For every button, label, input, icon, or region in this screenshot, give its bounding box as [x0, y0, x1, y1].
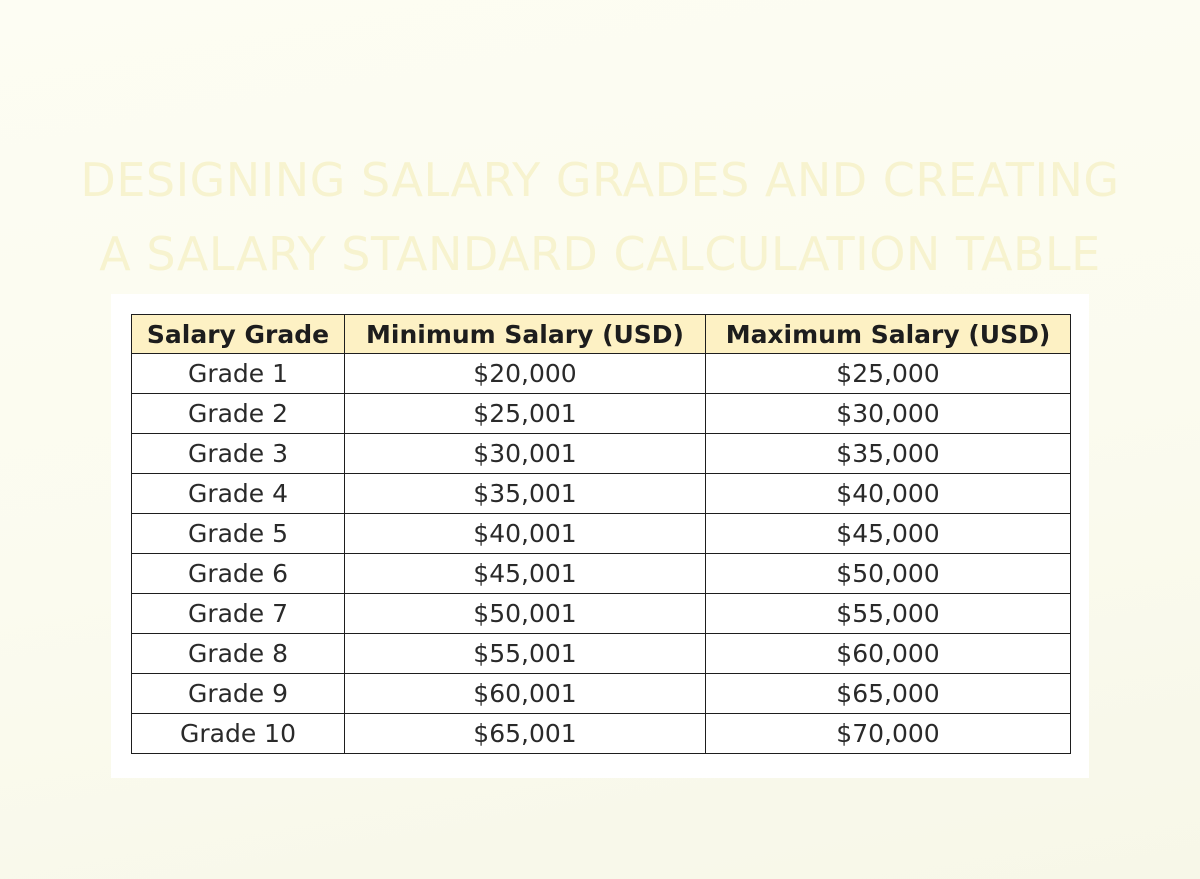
- cell-minimum-salary: $50,001: [345, 594, 706, 634]
- table-row: [132, 354, 1071, 394]
- cell-maximum-salary: $70,000: [706, 714, 1071, 754]
- title-line-1: DESIGNING SALARY GRADES AND CREATING: [80, 152, 1120, 207]
- cell-minimum-salary: $20,000: [345, 354, 706, 394]
- cell-maximum-salary: $30,000: [706, 394, 1071, 434]
- header-minimum-salary: Minimum Salary (USD): [345, 315, 706, 354]
- table-card: [111, 294, 1089, 778]
- cell-grade: Grade 9: [132, 674, 345, 714]
- table-row: [132, 514, 1071, 554]
- cell-minimum-salary: $25,001: [345, 394, 706, 434]
- cell-maximum-salary: $60,000: [706, 634, 1071, 674]
- header-salary-grade: Salary Grade: [132, 315, 345, 354]
- table-row: [132, 594, 1071, 634]
- cell-minimum-salary: $60,001: [345, 674, 706, 714]
- cell-grade: Grade 10: [132, 714, 345, 754]
- cell-minimum-salary: $45,001: [345, 554, 706, 594]
- salary-table: [131, 314, 1071, 754]
- title-line-2: A SALARY STANDARD CALCULATION TABLE: [99, 226, 1101, 281]
- cell-maximum-salary: $55,000: [706, 594, 1071, 634]
- cell-minimum-salary: $65,001: [345, 714, 706, 754]
- cell-maximum-salary: $35,000: [706, 434, 1071, 474]
- table-row: [132, 474, 1071, 514]
- cell-maximum-salary: $25,000: [706, 354, 1071, 394]
- cell-grade: Grade 7: [132, 594, 345, 634]
- cell-grade: Grade 4: [132, 474, 345, 514]
- table-row: [132, 714, 1071, 754]
- cell-maximum-salary: $65,000: [706, 674, 1071, 714]
- cell-minimum-salary: $40,001: [345, 514, 706, 554]
- cell-maximum-salary: $50,000: [706, 554, 1071, 594]
- cell-maximum-salary: $40,000: [706, 474, 1071, 514]
- table-row: [132, 634, 1071, 674]
- table-header-row: [132, 315, 1071, 354]
- cell-grade: Grade 8: [132, 634, 345, 674]
- cell-grade: Grade 3: [132, 434, 345, 474]
- cell-minimum-salary: $55,001: [345, 634, 706, 674]
- cell-grade: Grade 1: [132, 354, 345, 394]
- table-row: [132, 394, 1071, 434]
- cell-minimum-salary: $30,001: [345, 434, 706, 474]
- table-row: [132, 434, 1071, 474]
- table-row: [132, 554, 1071, 594]
- table-row: [132, 674, 1071, 714]
- cell-minimum-salary: $35,001: [345, 474, 706, 514]
- page-title: [0, 143, 1200, 291]
- header-maximum-salary: Maximum Salary (USD): [706, 315, 1071, 354]
- cell-grade: Grade 6: [132, 554, 345, 594]
- cell-maximum-salary: $45,000: [706, 514, 1071, 554]
- cell-grade: Grade 2: [132, 394, 345, 434]
- cell-grade: Grade 5: [132, 514, 345, 554]
